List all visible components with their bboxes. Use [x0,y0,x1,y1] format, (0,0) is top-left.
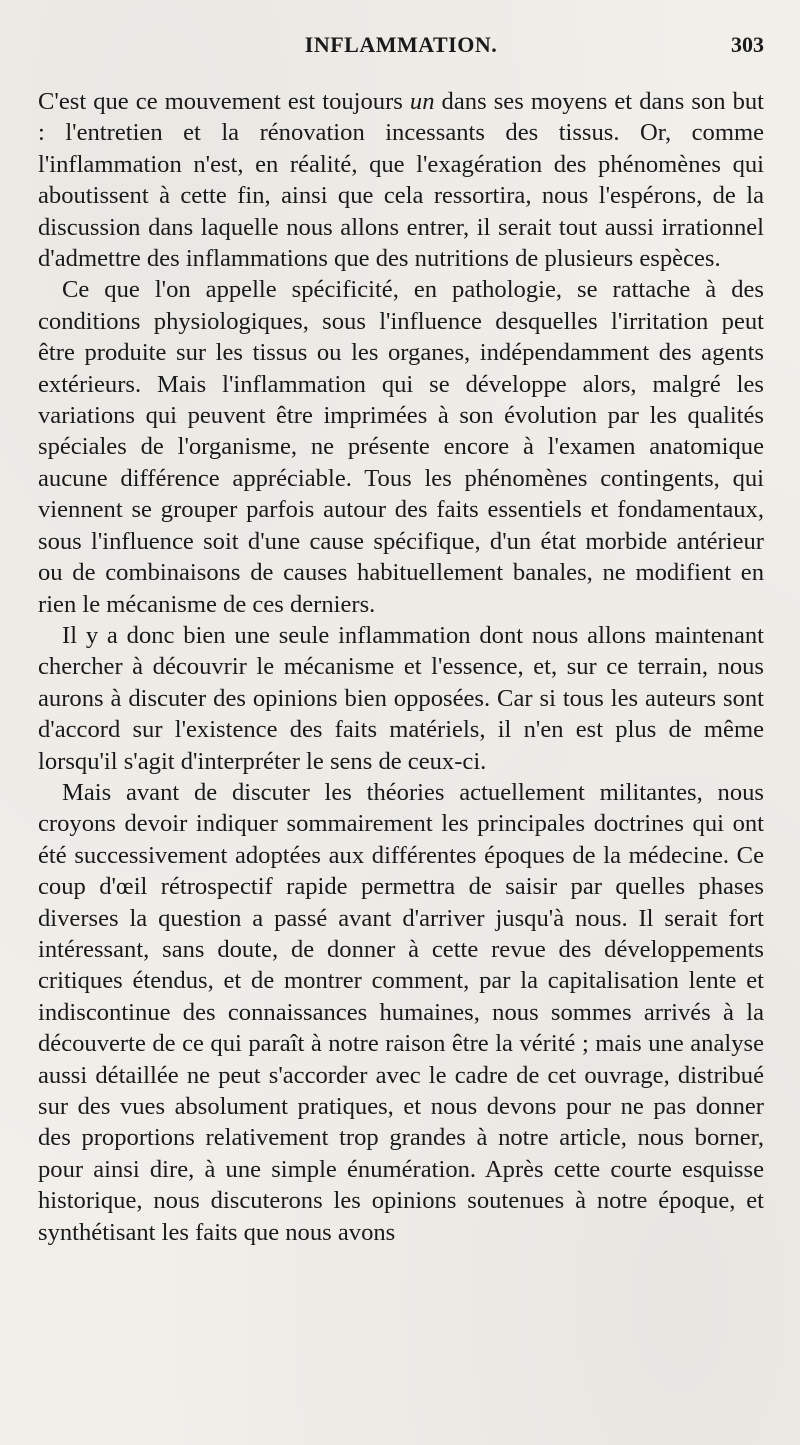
body-text [38,86,764,1248]
running-title: INFLAMMATION. [304,32,498,57]
paragraph-2: Ce que l'on appelle spécificité, en pathologie, se rattache à des conditions physiologiques, sous l'influence desquelles l'irritation peut être produite sur les tissus ou les organes, indépendamment des agents extérieurs. Mais l'inflammation qui se développe alors, malgré les variations qui peuvent être imprimées à son évolution par les qualités spéciales de l'organisme, ne présente encore à l'examen anatomique aucune différence appréciable. Tous les phénomènes contingents, qui viennent se grouper parfois autour des faits essentiels et fondamentaux, sous l'influence soit d'une cause spécifique, d'un état morbide antérieur ou de combinaisons de causes habituellement banales, ne modifient en rien le mécanisme de ces derniers. [38,276,764,618]
paragraph-3: Il y a donc bien une seule inflammation dont nous allons maintenant chercher à découvrir le mécanisme et l'essence, et, sur ce terrain, nous aurons à discuter des opinions bien opposées. Car si tous les auteurs sont d'accord sur l'existence des faits matériels, il n'en est plus de même lorsqu'il s'agit d'interpréter le sens de ceux-ci. [38,621,764,775]
paragraph-1-rest: dans ses moyens et dans son but : l'entretien et la rénovation incessants des tissus. Or, comme l'inflammation n'est, en réalité, que l'exagération des phénomènes qui aboutissent à cette fin, ainsi que cela ressortira, nous l'espérons, de la discussion dans laquelle nous allons entrer, il serait tout aussi irrationnel d'admettre des inflammations que des nutritions de plusieurs espèces. [38,88,764,273]
paragraph-4: Mais avant de discuter les théories actuellement militantes, nous croyons devoir indiquer sommairement les principales doctrines qui ont été successivement adoptées aux différentes époques de la médecine. Ce coup d'œil rétrospectif rapide permettra de saisir par quelles phases diverses la question a passé avant d'arriver jusqu'à nous. Il serait fort intéressant, sans doute, de donner à cette revue des développements critiques étendus, et de montrer comment, par la capitalisation lente et indiscontinue des connaissances humaines, nous sommes arrivés à la découverte de ce qui paraît à notre raison être la vérité ; mais une analyse aussi détaillée ne peut s'accorder avec le cadre de cet ouvrage, distribué sur des vues absolument pratiques, et nous devons pour ne pas donner des proportions relativement trop grandes à notre article, nous borner, pour ainsi dire, à une simple énumération. Après cette courte esquisse historique, nous discuterons les opinions soutenues à notre époque, et synthétisant les faits que nous avons [38,778,764,1246]
running-head [38,32,764,66]
page-number: 303 [731,32,764,57]
paragraph-1-emphasis: un [409,88,435,115]
paragraph-1-start: C'est que ce mouvement est toujours [38,88,410,115]
paragraph-1 [38,86,764,274]
